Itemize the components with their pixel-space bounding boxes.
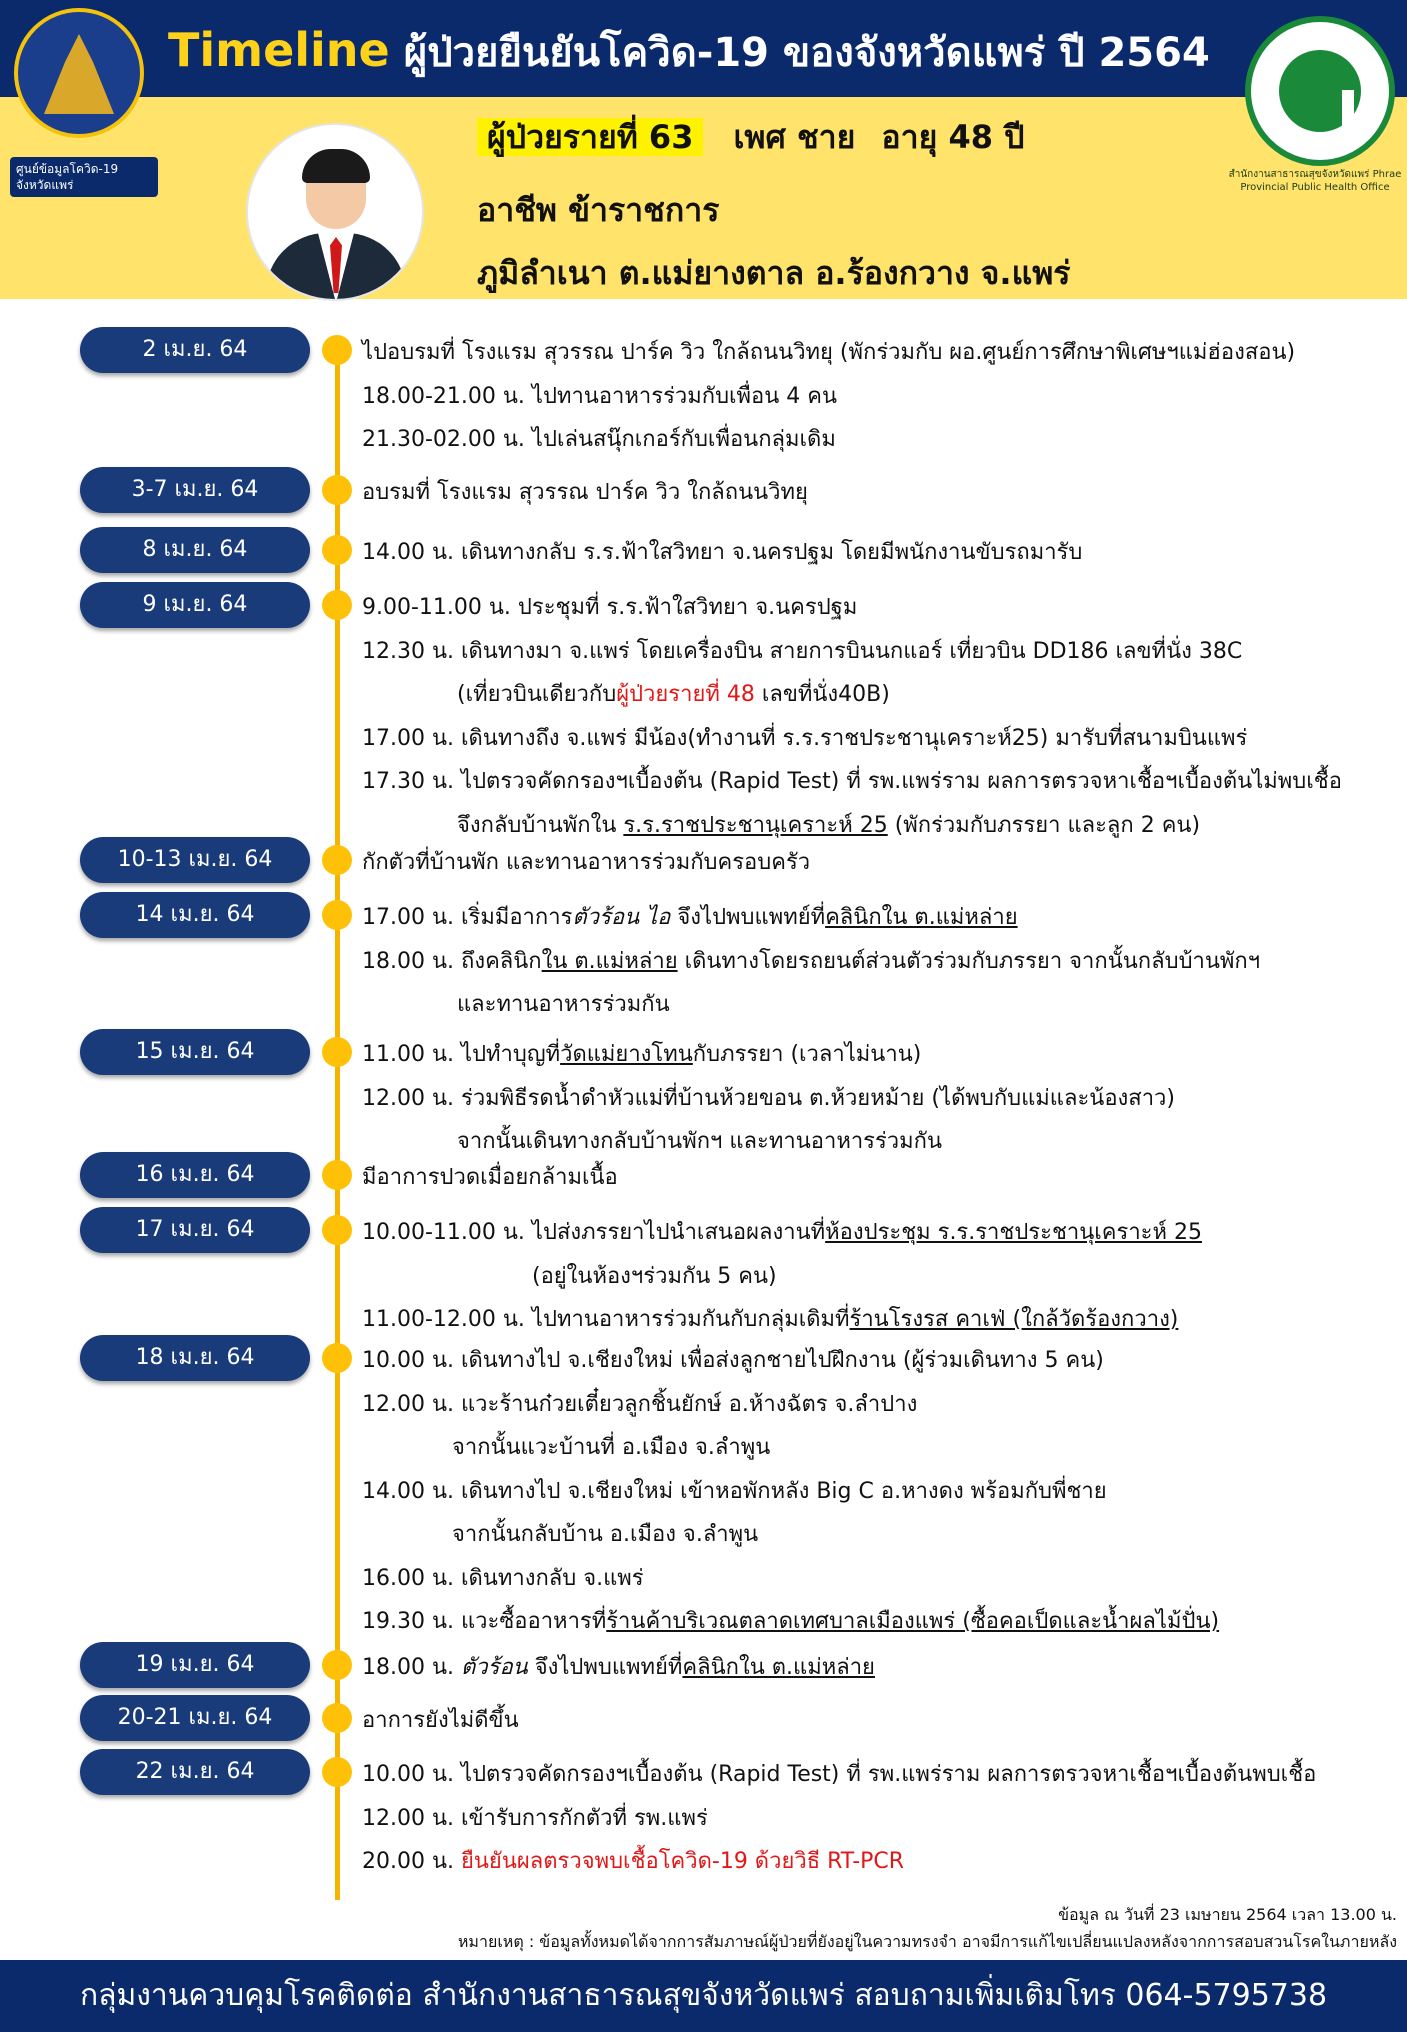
moph-office-label: สำนักงานสาธารณสุขจังหวัดแพร่ Phrae Provincial Public Health Office [1228,169,1402,193]
patient-age: อายุ 48 ปี [881,118,1025,156]
patient-case-line [477,112,1024,163]
event-text: ใน ต.แม่หล่าย [541,948,678,974]
event-text: วัดแม่ยางโทน [560,1042,693,1067]
event-line [362,844,810,879]
patient-sex: เพศ ชาย [733,118,856,156]
avatar-hair [302,149,370,183]
seal-emblem [44,34,114,114]
event-text: ร้านโรงรส คาเฟ่ (ใกล้วัดร้องกวาง) [849,1307,1179,1332]
event-line [457,676,890,711]
event-line [362,1603,1219,1638]
date-pill: 9 เม.ย. 64 [80,582,310,628]
event-text: 17.00 น. เริ่มมีอาการ [362,905,573,930]
event-text: 18.00-21.00 น. ไปทานอาหารร่วมกับเพื่อน 4 คน [362,383,838,409]
timeline-dot [322,1215,352,1245]
event-text: 12.00 น. เข้ารับการกักตัวที่ รพ.แพร่ [362,1805,708,1831]
event-line [532,1258,777,1293]
event-text: 9.00-11.00 น. ประชุมที่ ร.ร.ฟ้าใสวิทยา จ.นครปฐม [362,595,858,620]
moph-logo-staff [1342,90,1354,150]
contact-bar: กลุ่มงานควบคุมโรคติดต่อ สำนักงานสาธารณสุขจังหวัดแพร่ สอบถามเพิ่มเติมโทร 064-5795738 [0,1960,1407,2032]
event-highlight: ยืนยันผลตรวจพบเชื้อโควิด-19 ด้วยวิธี RT-PCR [461,1849,905,1874]
event-text: 11.00-12.00 น. ไปทานอาหารร่วมกันกับกลุ่มเดิมที่ [362,1307,850,1332]
event-text: อาการยังไม่ดีขึ้น [362,1708,519,1733]
event-text: 16.00 น. เดินทางกลับ จ.แพร่ [362,1565,644,1591]
event-text: 19.30 น. แวะซื้ออาหารที่ [362,1609,607,1634]
event-line [362,720,1247,755]
event-line [362,1560,644,1595]
province-seal-icon [14,8,144,138]
event-text: กับภรรยา (เวลาไม่นาน) [692,1042,922,1067]
date-pill: 2 เม.ย. 64 [80,327,310,373]
title-th: ผู้ป่วยยืนยันโควิด-19 ของจังหวัดแพร่ ปี 2564 [403,30,1210,76]
event-line [362,1756,1316,1791]
event-line [362,1843,904,1878]
timeline-dot [322,1703,352,1733]
event-text: 18.00 น. [362,1655,461,1680]
event-line [362,633,1242,668]
event-text: คลินิกใน ต.แม่หล่าย [825,905,1018,930]
title-en: Timeline [168,23,390,77]
footnote: หมายเหตุ : ข้อมูลทั้งหมดได้จากการสัมภาษณ์ผู้ป่วยที่ยังอยู่ในความทรงจำ อาจมีการแก้ไขเปลี่ยนแปลงหลังจากการสอบสวนโรคในภายหลัง [457,1932,1397,1951]
event-line [362,899,1018,934]
event-text: 14.00 น. เดินทางกลับ ร.ร.ฟ้าใสวิทยา จ.นครปฐม โดยมีพนักงานขับรถมารับ [362,540,1083,565]
moph-logo-icon [1245,16,1395,166]
event-text: (เที่ยวบินเดียวกับ [457,682,617,707]
timeline-dot [322,475,352,505]
event-text: เดินทางโดยรถยนต์ส่วนตัวร่วมกับภรรยา จากนั้นกลับบ้านพักฯ [677,948,1261,974]
date-pill: 14 เม.ย. 64 [80,892,310,938]
timeline-dot [322,1037,352,1067]
event-text: 17.00 น. เดินทางถึง จ.แพร่ มีน้อง(ทำงานที่ ร.ร.ราชประชานุเคราะห์25) มารับที่สนามบินแพร่ [362,725,1248,751]
event-line [362,1800,708,1835]
event-text: คลินิกใน ต.แม่หล่าย [682,1655,875,1680]
event-line [452,1516,758,1551]
event-line [362,1214,1202,1249]
patient-case: ผู้ป่วยรายที่ 63 [477,118,703,156]
timeline-dot [322,845,352,875]
event-text: 12.00 น. ร่วมพิธีรดน้ำดำหัวแม่ที่บ้านห้วยขอน ต.ห้วยหม้าย (ได้พบกับแม่และน้องสาว) [362,1085,1175,1111]
event-text: 18.00 น. ถึงคลินิก [362,948,542,974]
event-text: เลขที่นั่ง40B) [754,682,890,707]
event-text: ตัวร้อน [461,1655,528,1680]
timeline-dot [322,1757,352,1787]
event-text: (อยู่ในห้องฯร่วมกัน 5 คน) [532,1263,777,1289]
patient-occupation: อาชีพ ข้าราชการ [477,191,720,229]
event-text: จึงไปพบแพทย์ที่ [670,905,826,930]
event-text: 14.00 น. เดินทางไป จ.เชียงใหม่ เข้าหอพักหลัง Big C อ.หางดง พร้อมกับพี่ชาย [362,1478,1107,1504]
covid-center-badge: ศูนย์ข้อมูลโควิด-19 จังหวัดแพร่ [10,157,158,197]
event-line [457,986,670,1021]
event-line [362,1036,921,1071]
event-text: จึงไปพบแพทย์ที่ [527,1655,683,1680]
event-line [362,763,1342,798]
date-pill: 8 เม.ย. 64 [80,527,310,573]
event-line [362,1702,519,1737]
timeline-dot [322,335,352,365]
event-text: อบรมที่ โรงแรม สุวรรณ ปาร์ค วิว ใกล้ถนนวิทยุ [362,480,808,505]
moph-logo-core [1279,50,1361,132]
event-text: จากนั้นแวะบ้านที่ อ.เมือง จ.ลำพูน [452,1435,771,1460]
timeline-dot [322,900,352,930]
event-text: ร.ร.ราชประชานุเคราะห์ 25 [623,812,888,838]
event-text: 12.30 น. เดินทางมา จ.แพร่ โดยเครื่องบิน สายการบินนกแอร์ เที่ยวบิน DD186 เลขที่นั่ง 38C [362,638,1243,664]
event-text: และทานอาหารร่วมกัน [457,992,670,1017]
event-line [362,1080,1175,1115]
data-as-of: ข้อมูล ณ วันที่ 23 เมษายน 2564 เวลา 13.00 น. [1058,1905,1397,1924]
event-line [362,534,1082,569]
event-text: กักตัวที่บ้านพัก และทานอาหารร่วมกับครอบครัว [362,850,811,875]
timeline-dot [322,1160,352,1190]
date-pill: 17 เม.ย. 64 [80,1207,310,1253]
event-text: 12.00 น. แวะร้านก๋วยเตี๋ยวลูกชิ้นยักษ์ อ.ห้างฉัตร จ.ลำปาง [362,1391,918,1417]
event-line [362,1301,1178,1336]
event-text: ตัวร้อน ไอ [572,905,671,930]
event-line [362,1649,875,1684]
event-text: มีอาการปวดเมื่อยกล้ามเนื้อ [362,1165,618,1190]
event-line [362,1386,917,1421]
event-line [362,1473,1107,1508]
event-text: ห้องประชุม ร.ร.ราชประชานุเคราะห์ 25 [825,1220,1202,1245]
event-text: 17.30 น. ไปตรวจคัดกรองฯเบื้องต้น (Rapid Test) ที่ รพ.แพร่ราม ผลการตรวจหาเชื้อฯเบื้องต้นไม่พบเชื้อ [362,769,1342,794]
event-line [362,1159,618,1194]
event-line [362,1342,1104,1377]
patient-hometown: ภูมิลำเนา ต.แม่ยางตาล อ.ร้องกวาง จ.แพร่ [477,254,1071,292]
event-line [452,1429,770,1464]
event-text: (พักร่วมกับภรรยา และลูก 2 คน) [887,812,1201,838]
event-text: 10.00 น. เดินทางไป จ.เชียงใหม่ เพื่อส่งลูกชายไปฝึกงาน (ผู้ร่วมเดินทาง 5 คน) [362,1348,1104,1373]
timeline-dot [322,535,352,565]
date-pill: 22 เม.ย. 64 [80,1749,310,1795]
event-highlight: ผู้ป่วยรายที่ 48 [616,682,755,707]
event-line [457,807,1200,842]
event-line [362,421,836,456]
timeline-dot [322,1343,352,1373]
event-text: 21.30-02.00 น. ไปเล่นสนุ๊กเกอร์กับเพื่อนกลุ่มเดิม [362,427,836,452]
event-text: 11.00 น. ไปทำบุญที่ [362,1042,561,1067]
event-text: 20.00 น. [362,1849,461,1874]
event-line [362,943,1260,978]
timeline-dot [322,590,352,620]
event-text: 10.00 น. ไปตรวจคัดกรองฯเบื้องต้น (Rapid Test) ที่ รพ.แพร่ราม ผลการตรวจหาเชื้อฯเบื้องต้นพบเชื้อ [362,1762,1317,1787]
event-line [362,378,837,413]
date-pill: 19 เม.ย. 64 [80,1642,310,1688]
page-title [168,20,1210,80]
event-text: 10.00-11.00 น. ไปส่งภรรยาไปนำเสนอผลงานที่ [362,1220,826,1245]
date-pill: 3-7 เม.ย. 64 [80,467,310,513]
event-line [362,334,1295,369]
event-text: จึงกลับบ้านพักใน [457,812,624,838]
date-pill: 10-13 เม.ย. 64 [80,837,310,883]
event-line [362,589,857,624]
timeline-dot [322,1650,352,1680]
date-pill: 15 เม.ย. 64 [80,1029,310,1075]
event-line [362,474,808,509]
event-text: ร้านค้าบริเวณตลาดเทศบาลเมืองแพร่ (ซื้อคอเป็ดและน้ำผลไม้ปั่น) [606,1609,1220,1634]
date-pill: 18 เม.ย. 64 [80,1335,310,1381]
event-text: ไปอบรมที่ โรงแรม สุวรรณ ปาร์ค วิว ใกล้ถนนวิทยุ (พักร่วมกับ ผอ.ศูนย์การศึกษาพิเศษฯแม่ฮ่องสอน) [362,340,1296,365]
date-pill: 20-21 เม.ย. 64 [80,1695,310,1741]
date-pill: 16 เม.ย. 64 [80,1152,310,1198]
event-line [457,1123,942,1158]
header-bar [0,0,1407,97]
event-text: จากนั้นกลับบ้าน อ.เมือง จ.ลำพูน [452,1522,759,1547]
event-text: จากนั้นเดินทางกลับบ้านพักฯ และทานอาหารร่วมกัน [457,1129,943,1154]
patient-avatar-icon [246,123,424,301]
